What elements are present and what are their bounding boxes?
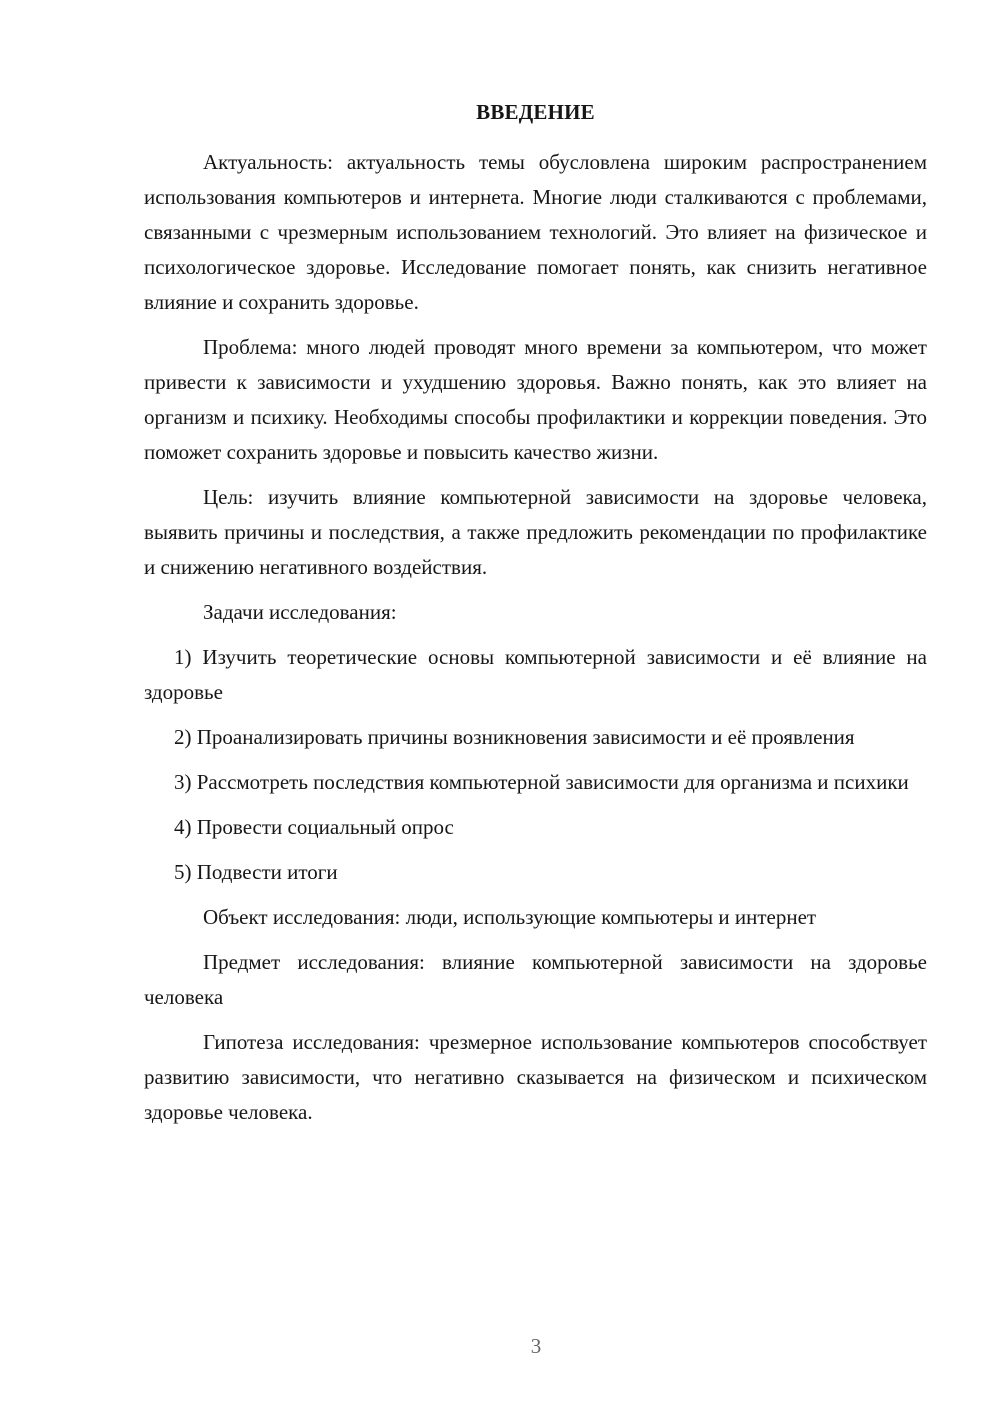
hypothesis-paragraph: Гипотеза исследования: чрезмерное использование компьютеров способствует развитию зависимости, что негативно сказывается на физическом и психическом здоровье человека. <box>144 1030 927 1124</box>
document-page <box>144 98 927 1140</box>
task-item: 1) Изучить теоретические основы компьютерной зависимости и её влияние на здоровье <box>144 645 927 704</box>
goal-paragraph: Цель: изучить влияние компьютерной зависимости на здоровье человека, выявить причины и последствия, а также предложить рекомендации по профилактике и снижению негативного воздействия. <box>144 485 927 579</box>
page-title: ВВЕДЕНИЕ <box>476 100 595 124</box>
problem-paragraph: Проблема: много людей проводят много времени за компьютером, что может привести к зависимости и ухудшению здоровья. Важно понять, как это влияет на организм и психику. Необходимы способы профилактики и коррекции поведения. Это поможет сохранить здоровье и повысить качество жизни. <box>144 335 927 464</box>
tasks-list <box>144 640 927 890</box>
tasks-heading: Задачи исследования: <box>203 600 397 624</box>
task-item: 2) Проанализировать причины возникновения зависимости и её проявления <box>174 725 855 749</box>
relevance-paragraph: Актуальность: актуальность темы обусловлена широким распространением использования компьютеров и интернета. Многие люди сталкиваются с проблемами, связанными с чрезмерным использованием технологий. Это влияет на физическое и психологическое здоровье. Исследование помогает понять, как снизить негативное влияние и сохранить здоровье. <box>144 150 927 314</box>
subject-paragraph: Предмет исследования: влияние компьютерной зависимости на здоровье человека <box>144 950 927 1009</box>
task-item: 3) Рассмотреть последствия компьютерной зависимости для организма и психики <box>174 770 909 794</box>
task-item: 5) Подвести итоги <box>174 860 338 884</box>
task-item: 4) Провести социальный опрос <box>174 815 454 839</box>
page-number: 3 <box>530 1334 542 1358</box>
object-paragraph: Объект исследования: люди, использующие компьютеры и интернет <box>203 905 817 929</box>
